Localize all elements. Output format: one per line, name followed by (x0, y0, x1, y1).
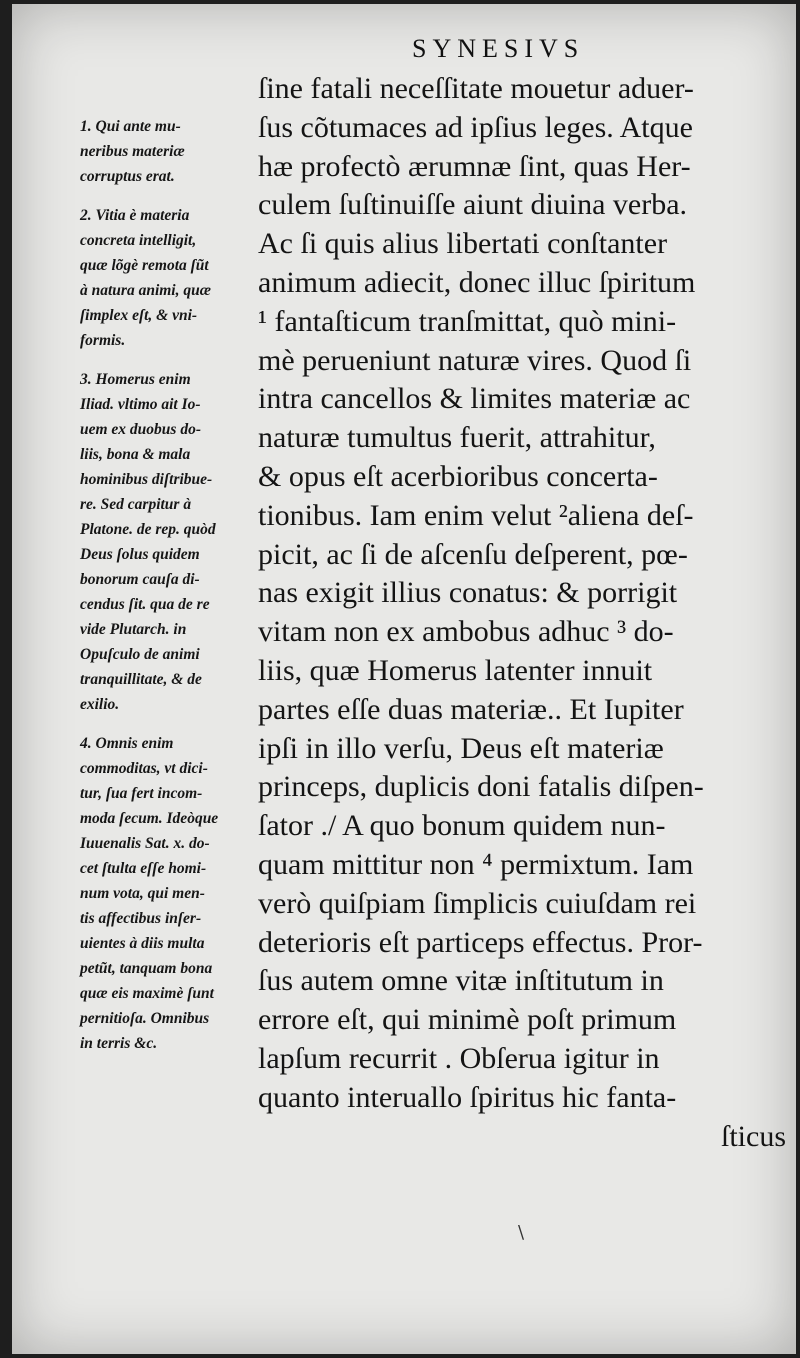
book-page (12, 4, 796, 1354)
note-line: num vota, qui men- (80, 885, 205, 902)
text-line: ſator ./ A quo bonum quidem nun- (258, 809, 666, 843)
note-line: quæ lõgè remota ſũt (80, 257, 209, 274)
note-line: petũt, tanquam bona (80, 960, 213, 977)
text-line: ipſi in illo verſu, Deus eſt materiæ (258, 731, 664, 765)
note-line: Platone. de rep. quòd (80, 521, 216, 538)
marginal-notes (80, 114, 270, 1070)
note-line: 1. Qui ante mu- (80, 118, 181, 135)
marginal-note-3 (80, 367, 270, 717)
text-line: ſus autem omne vitæ inſtitutum in (258, 964, 664, 998)
note-line: Iliad. vltimo ait Io- (80, 396, 201, 413)
note-line: tur, ſua fert incom- (80, 785, 203, 802)
note-line: tis affectibus inſer- (80, 910, 202, 927)
text-line: liis, quæ Homerus latenter innuit (258, 653, 653, 687)
text-line: errore eſt, qui minimè poſt primum (258, 1003, 677, 1037)
main-text-block (258, 70, 788, 1156)
note-line: concreta intelligit, (80, 232, 197, 249)
text-line: Ac ſi quis alius libertati conſtanter (258, 227, 668, 261)
text-line: quam mittitur non ⁴ permixtum. Iam (258, 847, 694, 881)
text-line: lapſum recurrit . Obſerua igitur in (258, 1041, 660, 1075)
text-line: partes eſſe duas materiæ.. Et Iupiter (258, 692, 684, 726)
text-line: animum adiecit, donec illuc ſpiritum (258, 265, 696, 299)
text-line: tionibus. Iam enim velut ²aliena deſ- (258, 498, 694, 532)
marginal-note-1 (80, 114, 270, 189)
text-line: deterioris eſt particeps effectus. Pror- (258, 925, 703, 959)
running-head: SYNESIVS (412, 34, 585, 63)
note-line: corruptus erat. (80, 168, 175, 185)
note-line: commoditas, vt dici- (80, 760, 208, 777)
catchword: ſticus (721, 1119, 786, 1153)
note-line: tranquillitate, & de (80, 671, 202, 688)
text-line: ¹ fantaſticum tranſmittat, quò mini- (258, 304, 677, 338)
note-line: vide Plutarch. in (80, 621, 187, 638)
text-line: mè perueniunt naturæ vires. Quod ſi (258, 343, 692, 377)
text-line: culem ſuſtinuiſſe aiunt diuina verba. (258, 188, 688, 222)
note-line: pernitioſa. Omnibus (80, 1010, 210, 1027)
text-line: vitam non ex ambobus adhuc ³ do- (258, 615, 674, 649)
note-line: formis. (80, 332, 126, 349)
text-line: picit, ac ſi de aſcenſu deſperent, pœ- (258, 537, 688, 571)
note-line: exilio. (80, 696, 120, 713)
note-line: 3. Homerus enim (80, 371, 191, 388)
note-line: uientes à diis multa (80, 935, 205, 952)
text-line: ſine fatali neceſſitate mouetur aduer- (258, 72, 694, 105)
text-line: hæ profectò ærumnæ ſint, quas Her- (258, 149, 691, 183)
note-line: 2. Vitia è materia (80, 207, 190, 224)
note-line: 4. Omnis enim (80, 735, 174, 752)
note-line: Deus ſolus quidem (80, 546, 200, 563)
text-line: quanto interuallo ſpiritus hic fanta- (258, 1080, 677, 1114)
note-line: in terris &c. (80, 1035, 158, 1052)
text-line: ſus cõtumaces ad ipſius leges. Atque (258, 110, 693, 144)
note-line: cendus ſit. qua de re (80, 596, 210, 613)
text-line: & opus eſt acerbioribus concerta- (258, 459, 658, 493)
note-line: moda ſecum. Ideòque (80, 810, 219, 827)
text-line: princeps, duplicis doni fatalis diſpen- (258, 770, 704, 804)
stray-ink-mark: \ (518, 1222, 525, 1243)
marginal-note-2 (80, 203, 270, 353)
note-line: uem ex duobus do- (80, 421, 201, 438)
note-line: ſimplex eſt, & vni- (80, 307, 198, 324)
text-line: intra cancellos & limites materiæ ac (258, 382, 691, 416)
note-line: Opuſculo de animi (80, 646, 200, 663)
note-line: hominibus diſtribue- (80, 471, 213, 488)
note-line: à natura animi, quæ (80, 282, 211, 299)
note-line: Iuuenalis Sat. x. do- (80, 835, 210, 852)
text-line: nas exigit illius conatus: & porrigit (258, 576, 678, 610)
text-line: verò quiſpiam ſimplicis cuiuſdam rei (258, 886, 697, 920)
note-line: cet ſtulta eſſe homi- (80, 860, 207, 877)
note-line: re. Sed carpitur à (80, 496, 192, 513)
marginal-note-4 (80, 731, 270, 1056)
note-line: liis, bona & mala (80, 446, 191, 463)
text-line: naturæ tumultus fuerit, attrahitur, (258, 421, 656, 455)
note-line: neribus materiæ (80, 143, 185, 160)
note-line: quæ eis maximè ſunt (80, 985, 214, 1002)
note-line: bonorum cauſa di- (80, 571, 200, 588)
